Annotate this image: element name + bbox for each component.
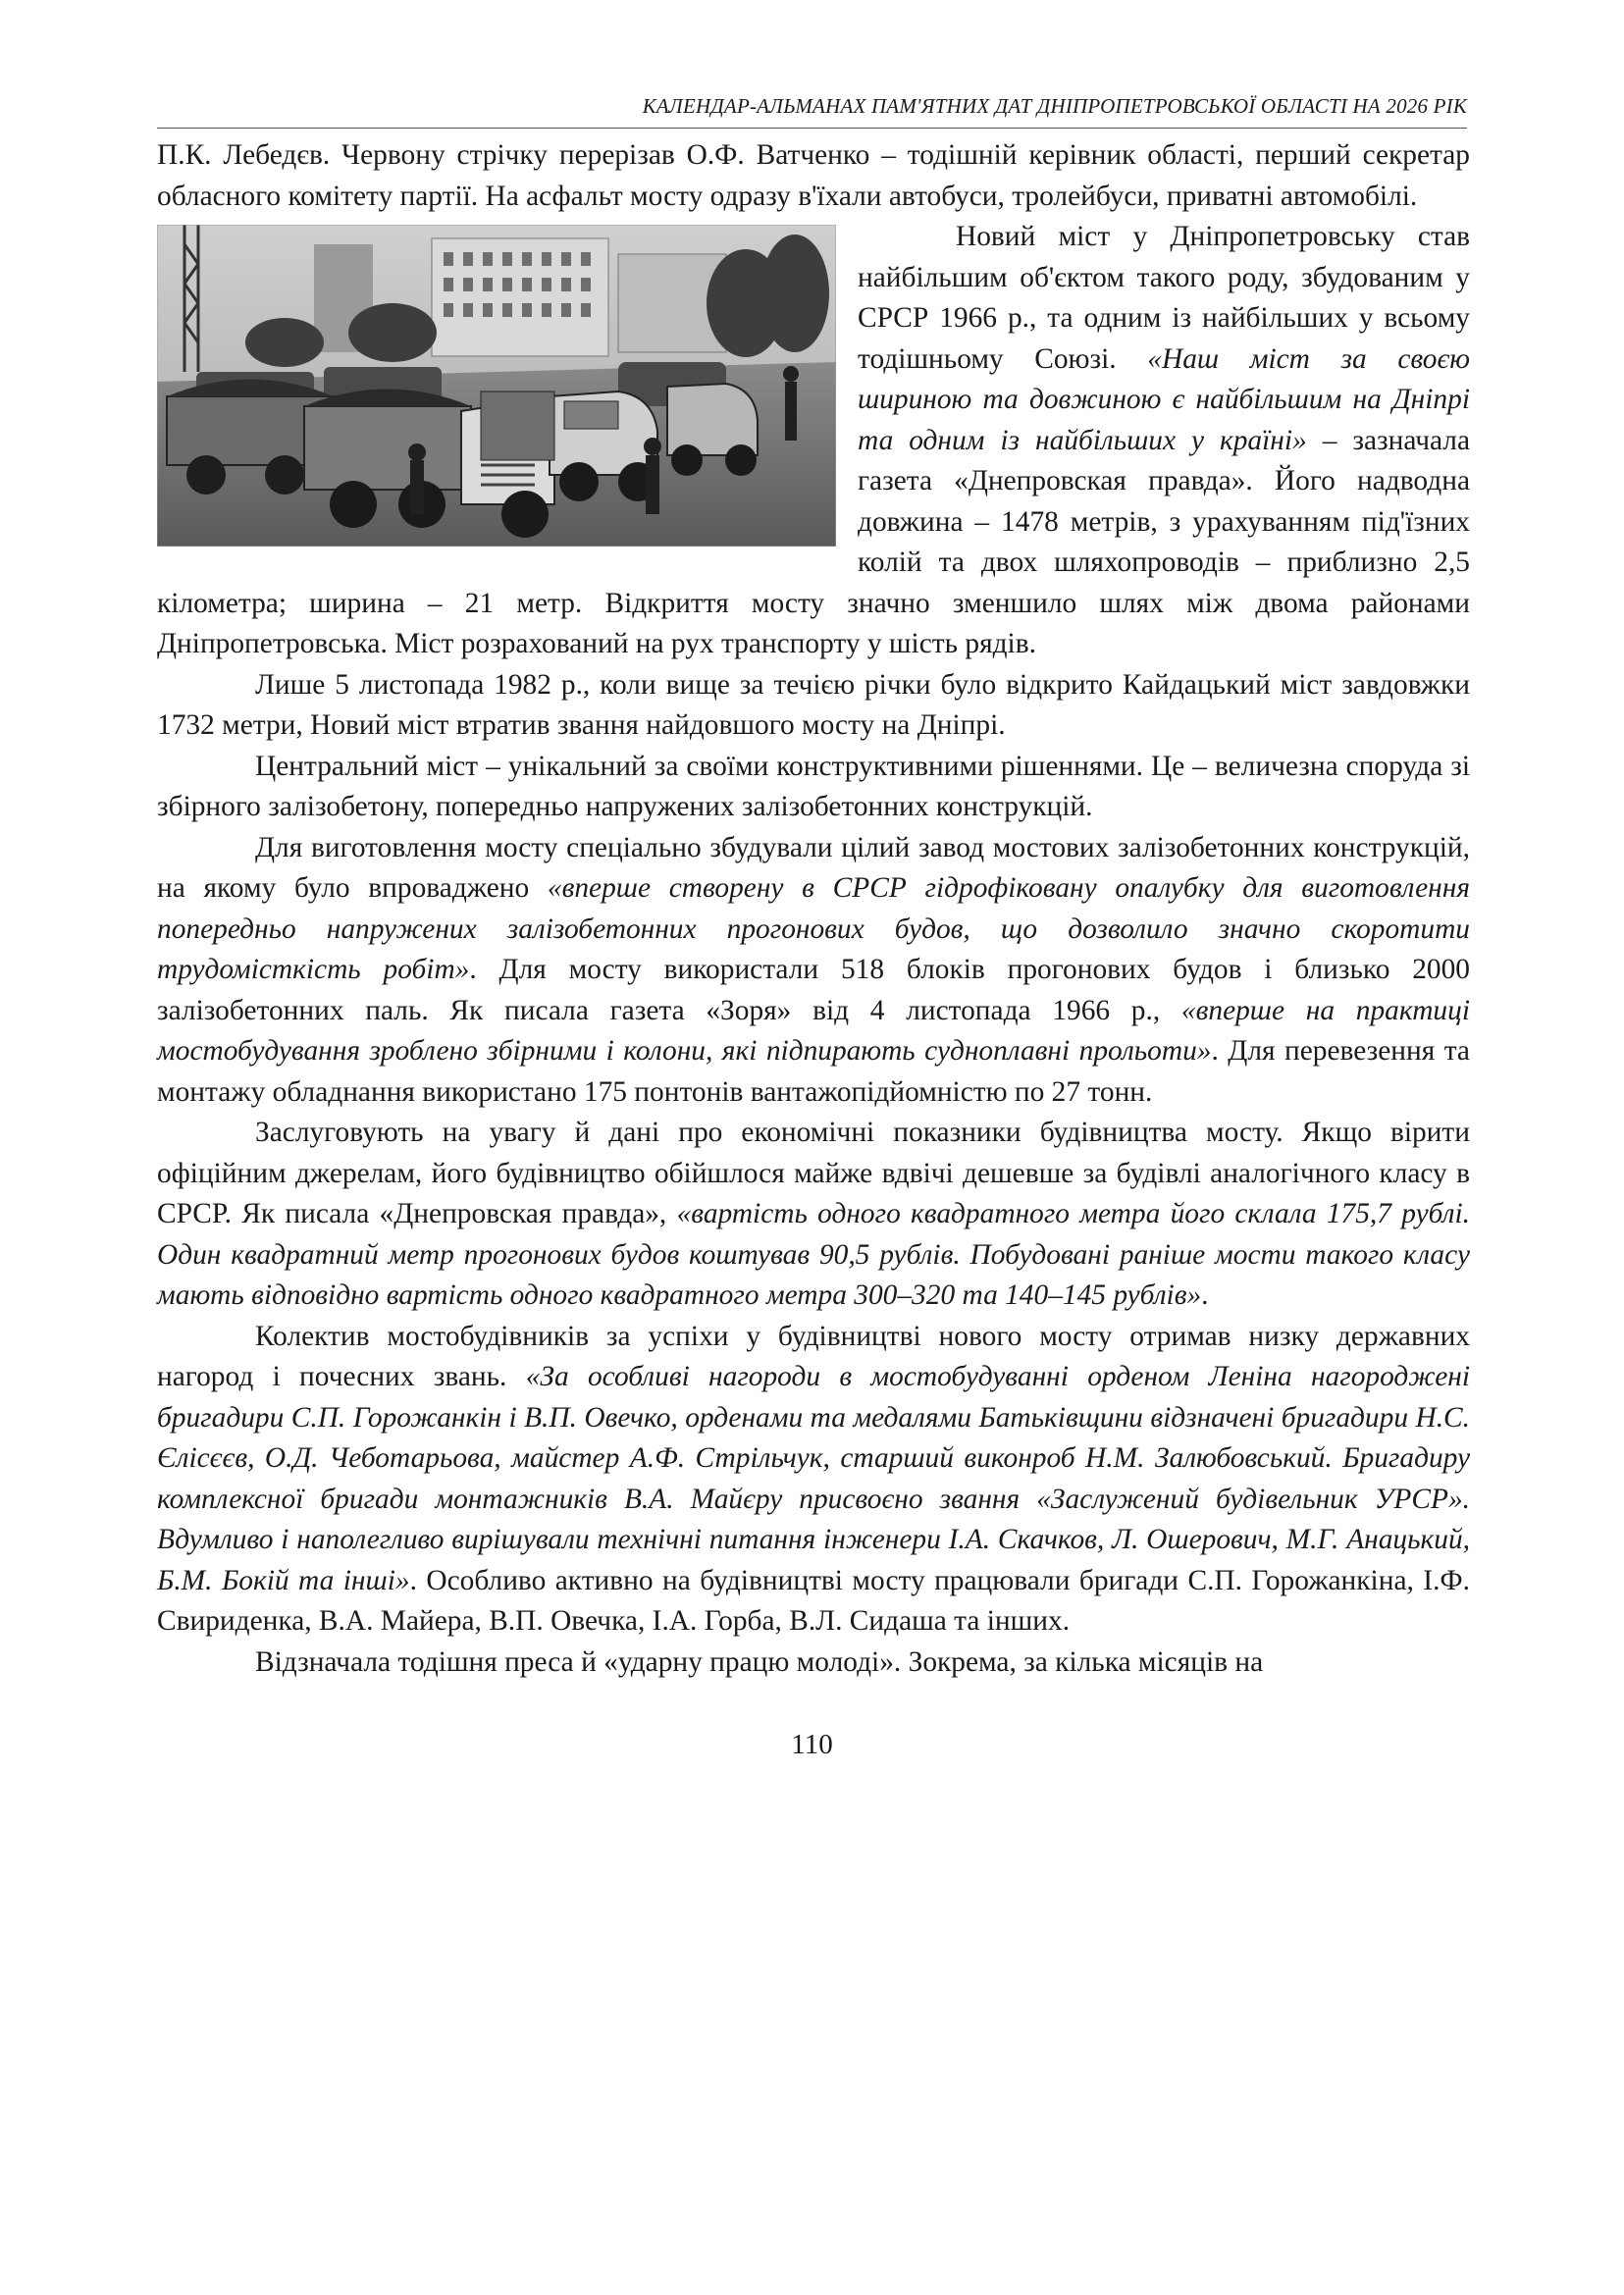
paragraph-5-text-c: . Для перевезення та монтажу обладнання використано 175 понтонів вантажопідйомністю по 27 тонн. xyxy=(157,1035,1470,1108)
running-header: КАЛЕНДАР-АЛЬМАНАХ ПАМ'ЯТНИХ ДАТ ДНІПРОПЕТРОВСЬКОЇ ОБЛАСТІ НА 2026 РІК xyxy=(157,94,1467,129)
paragraph-7-text-a: Колектив мостобудівників за успіхи у будівництві нового мосту отримав низку державних нагород і почесних звань. xyxy=(157,1320,1470,1392)
paragraph-5-quote-1: «вперше створену в СРСР гідрофіковану опалубку для виготовлення попередньо напружених залізобетонних прогонових будов, що дозволило значно скоротити трудомісткість робіт» xyxy=(157,872,1471,985)
paragraph-6 xyxy=(157,1113,1470,1317)
paragraph-2-quote: «Наш міст за своєю шириною та довжиною є найбільшим на Дніпрі та одним із найбільших у країні» xyxy=(858,342,1470,456)
paragraph-7 xyxy=(157,1317,1470,1643)
paragraph-6-text-a: Заслуговують на увагу й дані про економічні показники будівництва мосту. Якщо вірити офіційним джерелам, його будівництво обійшлося майже вдвічі дешевше за будівлі аналогічного класу в СРСР. Як писала «Днепровская правда», xyxy=(157,1117,1470,1229)
paragraph-5-quote-2: «вперше на практиці мостобудування зроблено збірними і колони, які підпирають судноплавні прольоти» xyxy=(157,994,1470,1067)
paragraph-4: Центральний міст – унікальний за своїми конструктивними рішеннями. Це – величезна споруда зі збірного залізобетону, попередньо напружених залізобетонних конструкцій. xyxy=(157,750,1470,822)
paragraph-7-text-b: . Особливо активно на будівництві мосту працювали бригади С.П. Горожанкіна, І.Ф. Свириденка, В.А. Майера, В.П. Овечка, І.А. Горба, В.Л. Сидаша та інших. xyxy=(157,1564,1470,1637)
historical-photo xyxy=(157,225,836,547)
paragraph-8: Відзначала тодішня преса й «ударну працю молоді». Зокрема, за кілька місяців на xyxy=(255,1645,1264,1678)
paragraph-5 xyxy=(157,828,1470,1114)
body-text xyxy=(157,135,1470,1683)
paragraph-3: Лише 5 листопада 1982 р., коли вище за течією річки було відкрито Кайдацький міст завдовжки 1732 метри, Новий міст втратив звання найдовшого мосту на Дніпрі. xyxy=(157,668,1470,741)
page-number: 110 xyxy=(791,1729,833,1760)
paragraph-2-text-a: Новий міст у Дніпропетровську став найбільшим об'єктом такого роду, збудованим у СРСР 1966 р., та одним із найбільших у всьому тодішньому Союзі. xyxy=(858,221,1470,375)
paragraph-6-text-b: . xyxy=(1201,1279,1209,1311)
paragraph-7-quote: «За особливі нагороди в мостобудуванні орденом Леніна нагороджені бригадири С.П. Горожанкін і В.П. Овечко, орденами та медалями Батьківщини відзначені бригадири Н.С. Єлісєєв, О.Д. Чеботарьова, майстер А.Ф. Стрільчук, старший виконроб Н.М. Залюбовський. Бригадиру комплексної бригади монтажників В.А. Майєру присвоєно звання «Заслужений будівельник УРСР». Вдумливо і наполегливо вирішували технічні питання інженери І.А. Скачков, Л. Ошерович, М.Г. Анацький, Б.М. Бокій та інші» xyxy=(157,1361,1470,1596)
paragraph-5-text-b: . Для мосту використали 518 блоків прогонових будов і близько 2000 залізобетонних паль. Як писала газета «Зоря» від 4 листопада 1966 р., xyxy=(157,954,1471,1026)
paragraph-6-quote: «вартість одного квадратного метра його склала 175,7 рублі. Один квадратний метр прогонових будов коштував 90,5 рублів. Побудовані раніше мости такого класу мають відповідно вартість одного квадратного метра 300–320 та 140–145 рублів» xyxy=(157,1198,1470,1311)
paragraph-1: П.К. Лебедєв. Червону стрічку перерізав О.Ф. Ватченко – тодішній керівник області, перший секретар обласного комітету партії. На асфальт мосту одразу в'їхали автобуси, тролейбуси, приватні автомобілі. xyxy=(157,139,1470,212)
paragraph-2-text-b: – зазначала газета «Днепровская правда». Його надводна довжина – 1478 метрів, з урахуванням під'їзних колій та двох шляхопроводів – приблизно 2,5 кілометра; ширина – 21 метр. Відкриття мосту значно зменшило шлях між двома районами Дніпропетровська. Міст розрахований на рух транспорту у шість рядів. xyxy=(157,424,1470,659)
photo-trucks-icon xyxy=(157,225,836,547)
paragraph-5-text-a: Для виготовлення мосту спеціально збудували цілий завод мостових залізобетонних конструкцій, на якому було впроваджено xyxy=(157,831,1470,904)
